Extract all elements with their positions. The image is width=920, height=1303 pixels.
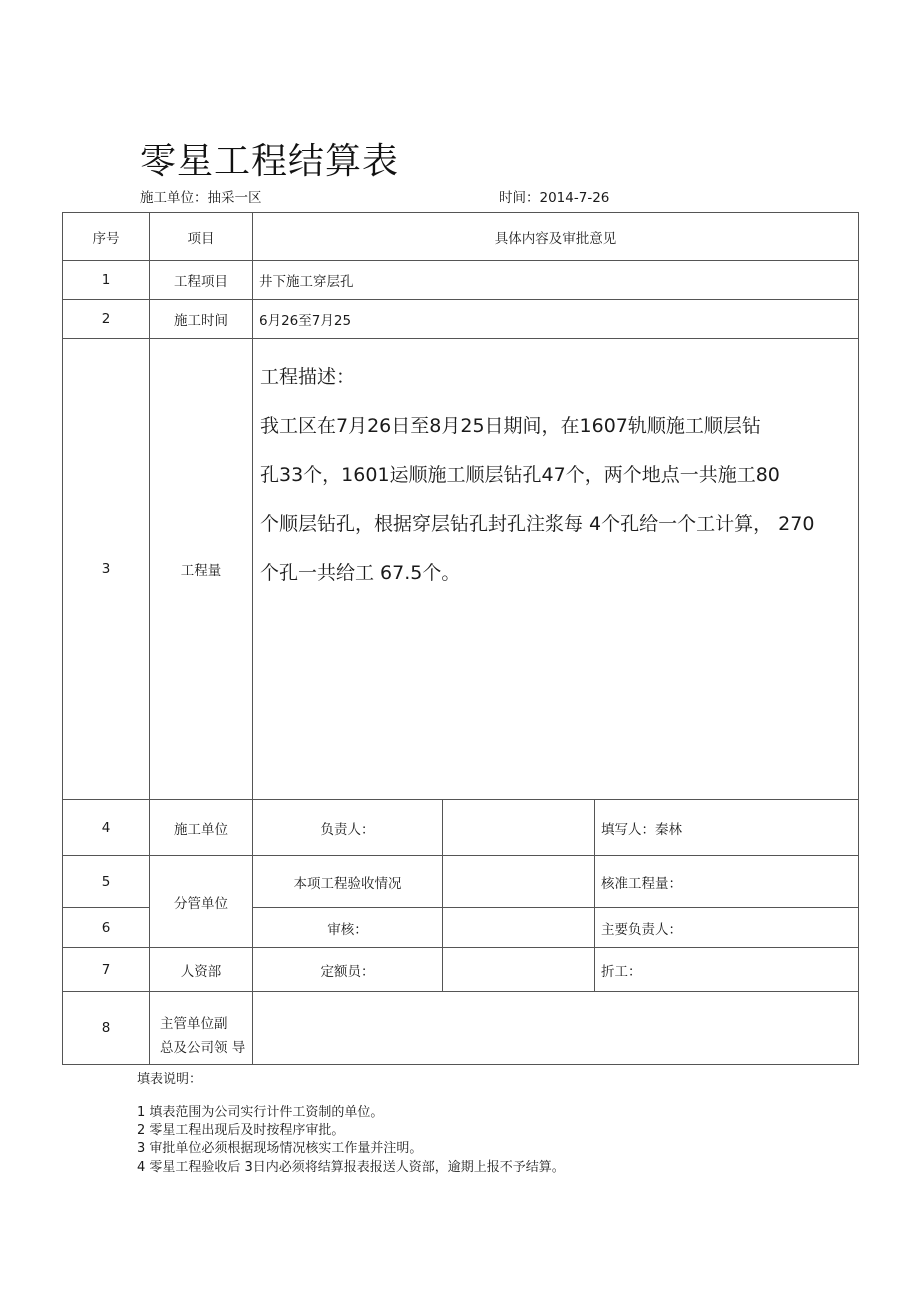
table-row — [63, 992, 859, 1065]
description-line: 孔33个，1601运顺施工顺层钻孔47个，两个地点一共施工80 — [260, 464, 780, 486]
row-index: 2 — [63, 300, 150, 339]
notes-heading: 填表说明： — [137, 1072, 203, 1087]
header-index: 序号 — [63, 213, 150, 261]
table-header-row — [63, 213, 859, 261]
responsible-person-value — [443, 800, 595, 856]
table-row — [63, 856, 859, 908]
table-row — [63, 339, 859, 800]
leadership-approval-cell — [253, 992, 859, 1065]
row-index: 8 — [63, 992, 150, 1065]
table-row — [63, 800, 859, 856]
filled-by-label: 填写人：秦林 — [595, 800, 859, 856]
responsible-person-label: 负责人： — [253, 800, 443, 856]
row-index: 4 — [63, 800, 150, 856]
review-value — [443, 908, 595, 948]
approved-quantity-label: 核准工程量： — [595, 856, 859, 908]
labor-conversion-label: 折工： — [595, 948, 859, 992]
date-label: 时间：2014-7-26 — [499, 190, 610, 206]
row-index: 7 — [63, 948, 150, 992]
row-item: 工程量 — [150, 339, 253, 800]
row-item: 施工时间 — [150, 300, 253, 339]
description-line: 个孔一共给工 67.5个。 — [260, 562, 461, 584]
row-item — [150, 992, 253, 1065]
settlement-table — [62, 212, 859, 1065]
note-item: 1 填表范围为公司实行计件工资制的单位。 — [137, 1105, 384, 1120]
note-item: 3 审批单位必须根据现场情况核实工作量并注明。 — [137, 1141, 423, 1156]
row-index: 6 — [63, 908, 150, 948]
page-title: 零星工程结算表 — [140, 141, 400, 182]
row-index: 3 — [63, 339, 150, 800]
row-item: 工程项目 — [150, 261, 253, 300]
row-item: 施工单位 — [150, 800, 253, 856]
row-index: 5 — [63, 856, 150, 908]
quota-clerk-value — [443, 948, 595, 992]
acceptance-status-value — [443, 856, 595, 908]
table-row — [63, 261, 859, 300]
row-item: 分管单位 — [150, 856, 253, 948]
main-responsible-label: 主要负责人： — [595, 908, 859, 948]
description-line: 我工区在7月26日至8月25日期间，在1607轨顺施工顺层钻 — [260, 415, 761, 437]
table-row — [63, 948, 859, 992]
acceptance-status-label: 本项工程验收情况 — [253, 856, 443, 908]
project-name-cell: 井下施工穿层孔 — [253, 261, 859, 300]
note-item: 2 零星工程出现后及时按程序审批。 — [137, 1123, 345, 1138]
table-row — [63, 300, 859, 339]
leadership-label-line: 总及公司领 导 — [160, 1040, 246, 1056]
construction-unit-label: 施工单位：抽采一区 — [140, 190, 262, 206]
quota-clerk-label: 定额员： — [253, 948, 443, 992]
leadership-label-line: 主管单位副 — [160, 1016, 228, 1032]
header-item: 项目 — [150, 213, 253, 261]
work-description-cell — [253, 339, 859, 800]
header-details: 具体内容及审批意见 — [253, 213, 859, 261]
row-item: 人资部 — [150, 948, 253, 992]
row-index: 1 — [63, 261, 150, 300]
description-line: 个顺层钻孔，根据穿层钻孔封孔注浆每 4个孔给一个工计算， 270 — [260, 513, 815, 535]
description-line: 工程描述： — [260, 366, 356, 388]
note-item: 4 零星工程验收后 3日内必须将结算报表报送人资部，逾期上报不予结算。 — [137, 1160, 565, 1175]
construction-period-cell: 6月26至7月25 — [253, 300, 859, 339]
review-label: 审核： — [253, 908, 443, 948]
